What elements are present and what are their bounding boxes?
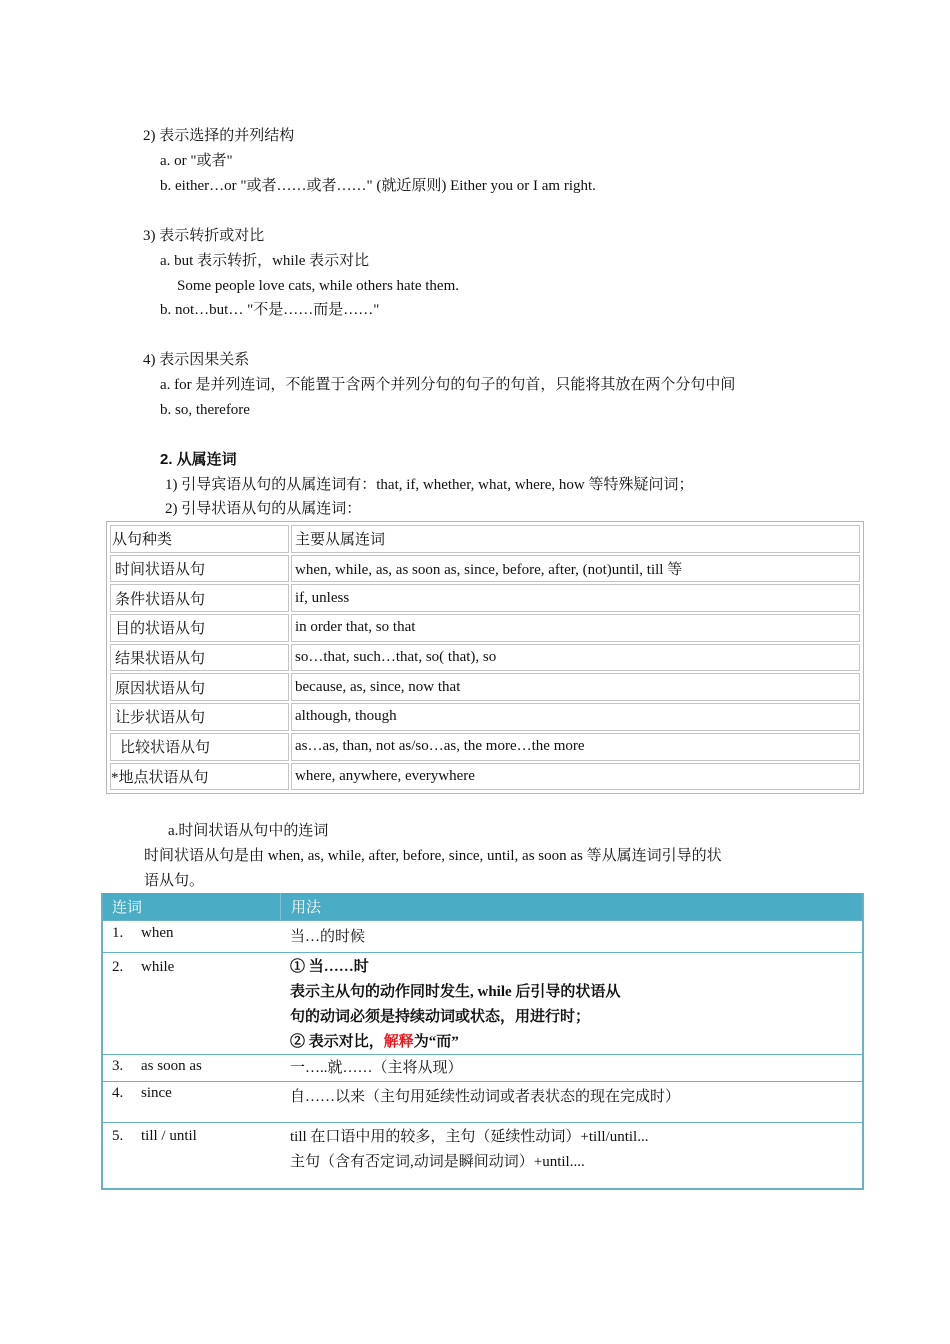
table-row (109, 583, 861, 613)
usage-cell (280, 921, 862, 952)
usage-text: 一…..就……（主将从现） (290, 1060, 463, 1076)
paragraph-line: 时间状语从句是由 when, as, while, after, before, since, until, as soon as 等从属连词引导的状 (144, 848, 722, 864)
subsection-heading: a.时间状语从句中的连词 (168, 823, 329, 839)
conjunction-cell (103, 1055, 280, 1081)
table-header-row (109, 524, 861, 554)
table-header-row (103, 893, 862, 920)
clause-table (106, 521, 864, 794)
conjunction-word: till / until (141, 1128, 197, 1144)
table-cell: although, though (291, 703, 860, 731)
table-row (109, 762, 861, 792)
list-item: b. so, therefore (160, 402, 250, 418)
list-item: a. for 是并列连词，不能置于含两个并列分句的句子的句首，只能将其放在两个分句中间 (160, 377, 736, 393)
section-heading: 4) 表示因果关系 (143, 352, 250, 368)
table-row (109, 613, 861, 643)
table-cell: because, as, since, now that (291, 673, 860, 701)
usage-cell (280, 1055, 862, 1081)
list-item: b. not…but… "不是……而是……" (160, 302, 380, 318)
table-cell: *地点状语从句 (110, 763, 289, 791)
row-number: 4. (112, 1085, 124, 1101)
usage-text: ① 当……时 (290, 959, 369, 975)
conjunction-cell (103, 1123, 280, 1188)
usage-text: 主句（含有否定词,动词是瞬间动词）+until.... (290, 1154, 585, 1170)
table-row (103, 1122, 862, 1188)
table-row (109, 732, 861, 762)
table-row (109, 702, 861, 732)
usage-text-part: ② 表示对比， (290, 1034, 384, 1050)
conjunction-word: as soon as (141, 1058, 202, 1074)
table-cell: 目的状语从句 (110, 614, 289, 642)
table-cell: when, while, as, as soon as, since, before, after, (not)until, till 等 (291, 555, 860, 583)
table-row (103, 1054, 862, 1081)
list-item: b. either…or "或者……或者……" (就近原则) Either you or I am right. (160, 178, 596, 194)
row-number: 5. (112, 1128, 124, 1144)
table-cell: if, unless (291, 584, 860, 612)
usage-text (290, 1030, 862, 1055)
table-header-cell: 从句种类 (110, 525, 289, 553)
table-cell: where, anywhere, everywhere (291, 763, 860, 791)
usage-cell (280, 1123, 862, 1188)
table-cell: 结果状语从句 (110, 644, 289, 672)
table-cell: 让步状语从句 (110, 703, 289, 731)
list-item: a. or "或者" (160, 153, 233, 169)
example-sentence: Some people love cats, while others hate them. (177, 278, 460, 294)
usage-text-part: 为“而” (413, 1034, 459, 1050)
table-row (103, 952, 862, 1054)
table-cell: 原因状语从句 (110, 673, 289, 701)
table-row (103, 1081, 862, 1122)
conjunction-cell (103, 953, 280, 1054)
usage-text: 自……以来（主句用延续性动词或者表状态的现在完成时） (290, 1089, 681, 1105)
row-number: 2. (112, 959, 124, 975)
conjunction-cell (103, 1082, 280, 1122)
table-cell: 时间状语从句 (110, 555, 289, 583)
usage-text: 当…的时候 (290, 929, 366, 945)
table-cell: 条件状语从句 (110, 584, 289, 612)
table-cell: in order that, so that (291, 614, 860, 642)
table-row (109, 643, 861, 673)
usage-cell (280, 1082, 862, 1122)
table-row (109, 554, 861, 584)
usage-text: till 在口语中用的较多，主句（延续性动词）+till/until... (290, 1129, 649, 1145)
section-heading: 2) 表示选择的并列结构 (143, 128, 295, 144)
list-item: a. but 表示转折，while 表示对比 (160, 253, 370, 269)
section-heading: 3) 表示转折或对比 (143, 228, 265, 244)
conjunction-cell (103, 921, 280, 952)
table-cell: so…that, such…that, so( that), so (291, 644, 860, 672)
paragraph-line: 语从句。 (144, 873, 205, 889)
table-cell: as…as, than, not as/so…as, the more…the more (291, 733, 860, 761)
highlighted-text: 解释 (383, 1034, 414, 1050)
row-number: 1. (112, 925, 124, 941)
conjunction-word: when (141, 925, 174, 941)
table-cell: 比较状语从句 (110, 733, 289, 761)
list-item: 1) 引导宾语从句的从属连词有：that, if, whether, what, where, how 等特殊疑问词； (165, 477, 694, 493)
table-row (103, 920, 862, 952)
table-header-cell: 连词 (112, 900, 143, 916)
table-header-cell: 主要从属连词 (291, 525, 860, 553)
list-item: 2) 引导状语从句的从属连词： (165, 501, 362, 517)
usage-cell (280, 953, 862, 1054)
usage-text: 句的动词必须是持续动词或状态，用进行时； (290, 1009, 591, 1025)
table-header-cell: 用法 (280, 893, 862, 920)
conjunction-table (101, 893, 864, 1190)
table-row (109, 672, 861, 702)
conjunction-word: while (141, 959, 175, 975)
row-number: 3. (112, 1058, 124, 1074)
section-heading: 2. 从属连词 (160, 451, 237, 468)
conjunction-word: since (141, 1085, 172, 1101)
usage-text: 表示主从句的动作同时发生, while 后引导的状语从 (290, 984, 621, 1000)
